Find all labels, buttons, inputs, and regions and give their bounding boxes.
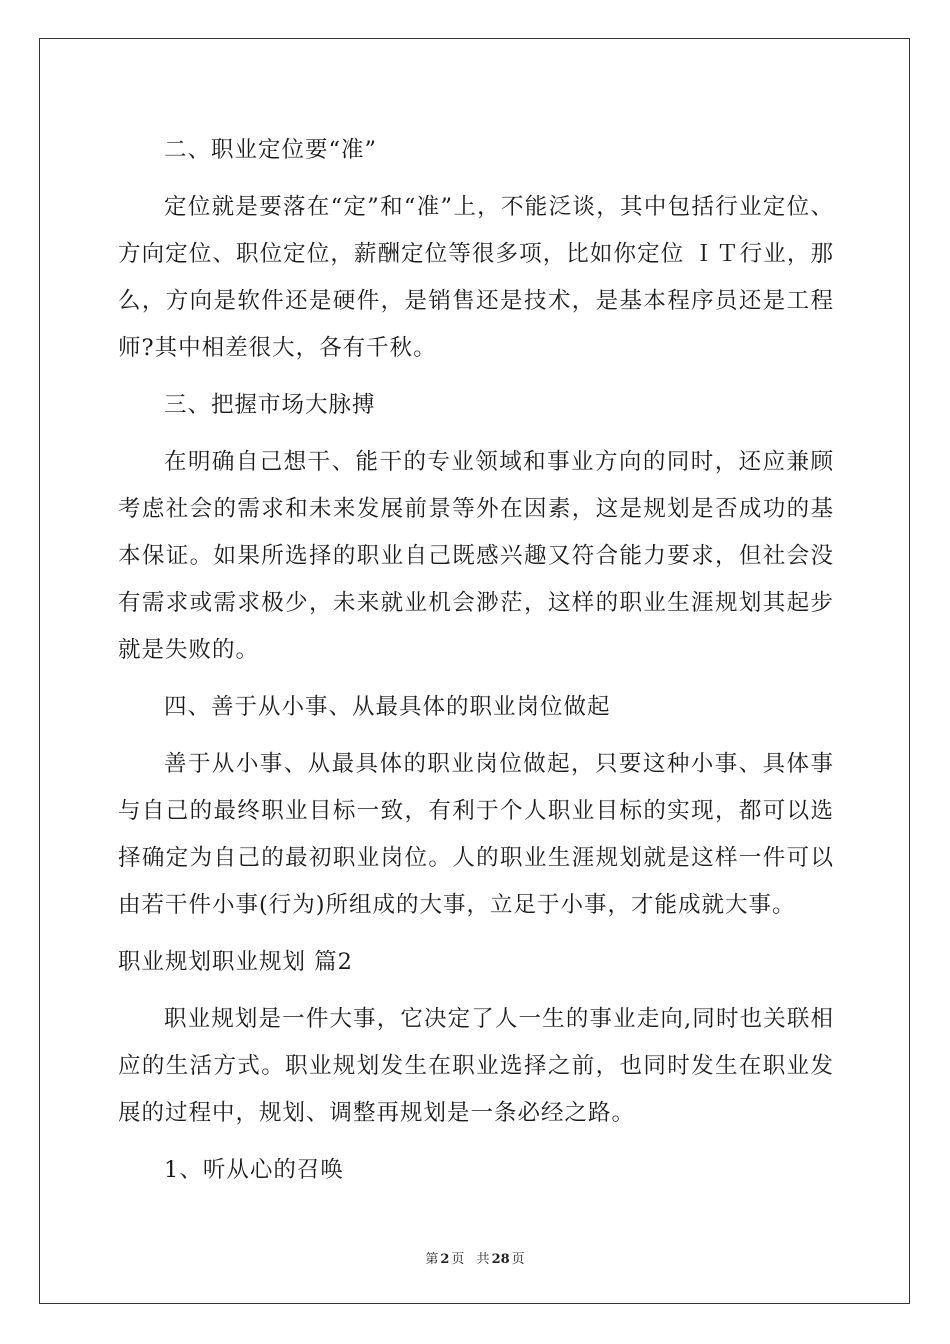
paragraph-small-things: 善于从小事、从最具体的职业岗位做起，只要这种小事、具体事与自己的最终职业目标一致，有利于个人职业目标的实现，都可以选择确定为自己的最初职业岗位。人的职业生涯规划就是这样一件可以由若干件小事(行为)所组成的大事，立足于小事，才能成就大事。 [118, 751, 834, 918]
heading-market-pulse: 三、把握市场大脉搏 [164, 392, 376, 418]
heading-career-positioning: 二、职业定位要“准” [164, 137, 378, 163]
heading-follow-heart: 1、听从心的召唤 [164, 1157, 344, 1183]
section-title-part2: 职业规划职业规划 篇2 [118, 949, 353, 975]
heading-small-things: 四、善于从小事、从最具体的职业岗位做起 [164, 694, 611, 720]
total-pages: 28 [491, 1252, 510, 1267]
total-label: 共 28 页 [476, 1252, 525, 1267]
page-number: 2 [440, 1252, 450, 1267]
paragraph-positioning: 定位就是要落在“定”和“准”上，不能泛谈，其中包括行业定位、方向定位、职位定位，薪酬定位等很多项，比如你定位 ＩＴ行业，那么，方向是软件还是硬件，是销售还是技术，是基本程序员还是工程师?其中相差很大，各有千秋。 [118, 194, 834, 361]
paragraph-career-planning: 职业规划是一件大事，它决定了人一生的事业走向,同时也关联相应的生活方式。职业规划发生在职业选择之前，也同时发生在职业发展的过程中，规划、调整再规划是一条必经之路。 [118, 1006, 834, 1126]
paragraph-market: 在明确自己想干、能干的专业领域和事业方向的同时，还应兼顾考虑社会的需求和未来发展前景等外在因素，这是规划是否成功的基本保证。如果所选择的职业自己既感兴趣又符合能力要求，但社会没有需求或需求极少，未来就业机会渺茫，这样的职业生涯规划其起步就是失败的。 [118, 449, 834, 663]
page-label: 第 2 页 [425, 1252, 465, 1267]
page-footer [0, 1248, 950, 1267]
document-body [118, 125, 834, 1204]
